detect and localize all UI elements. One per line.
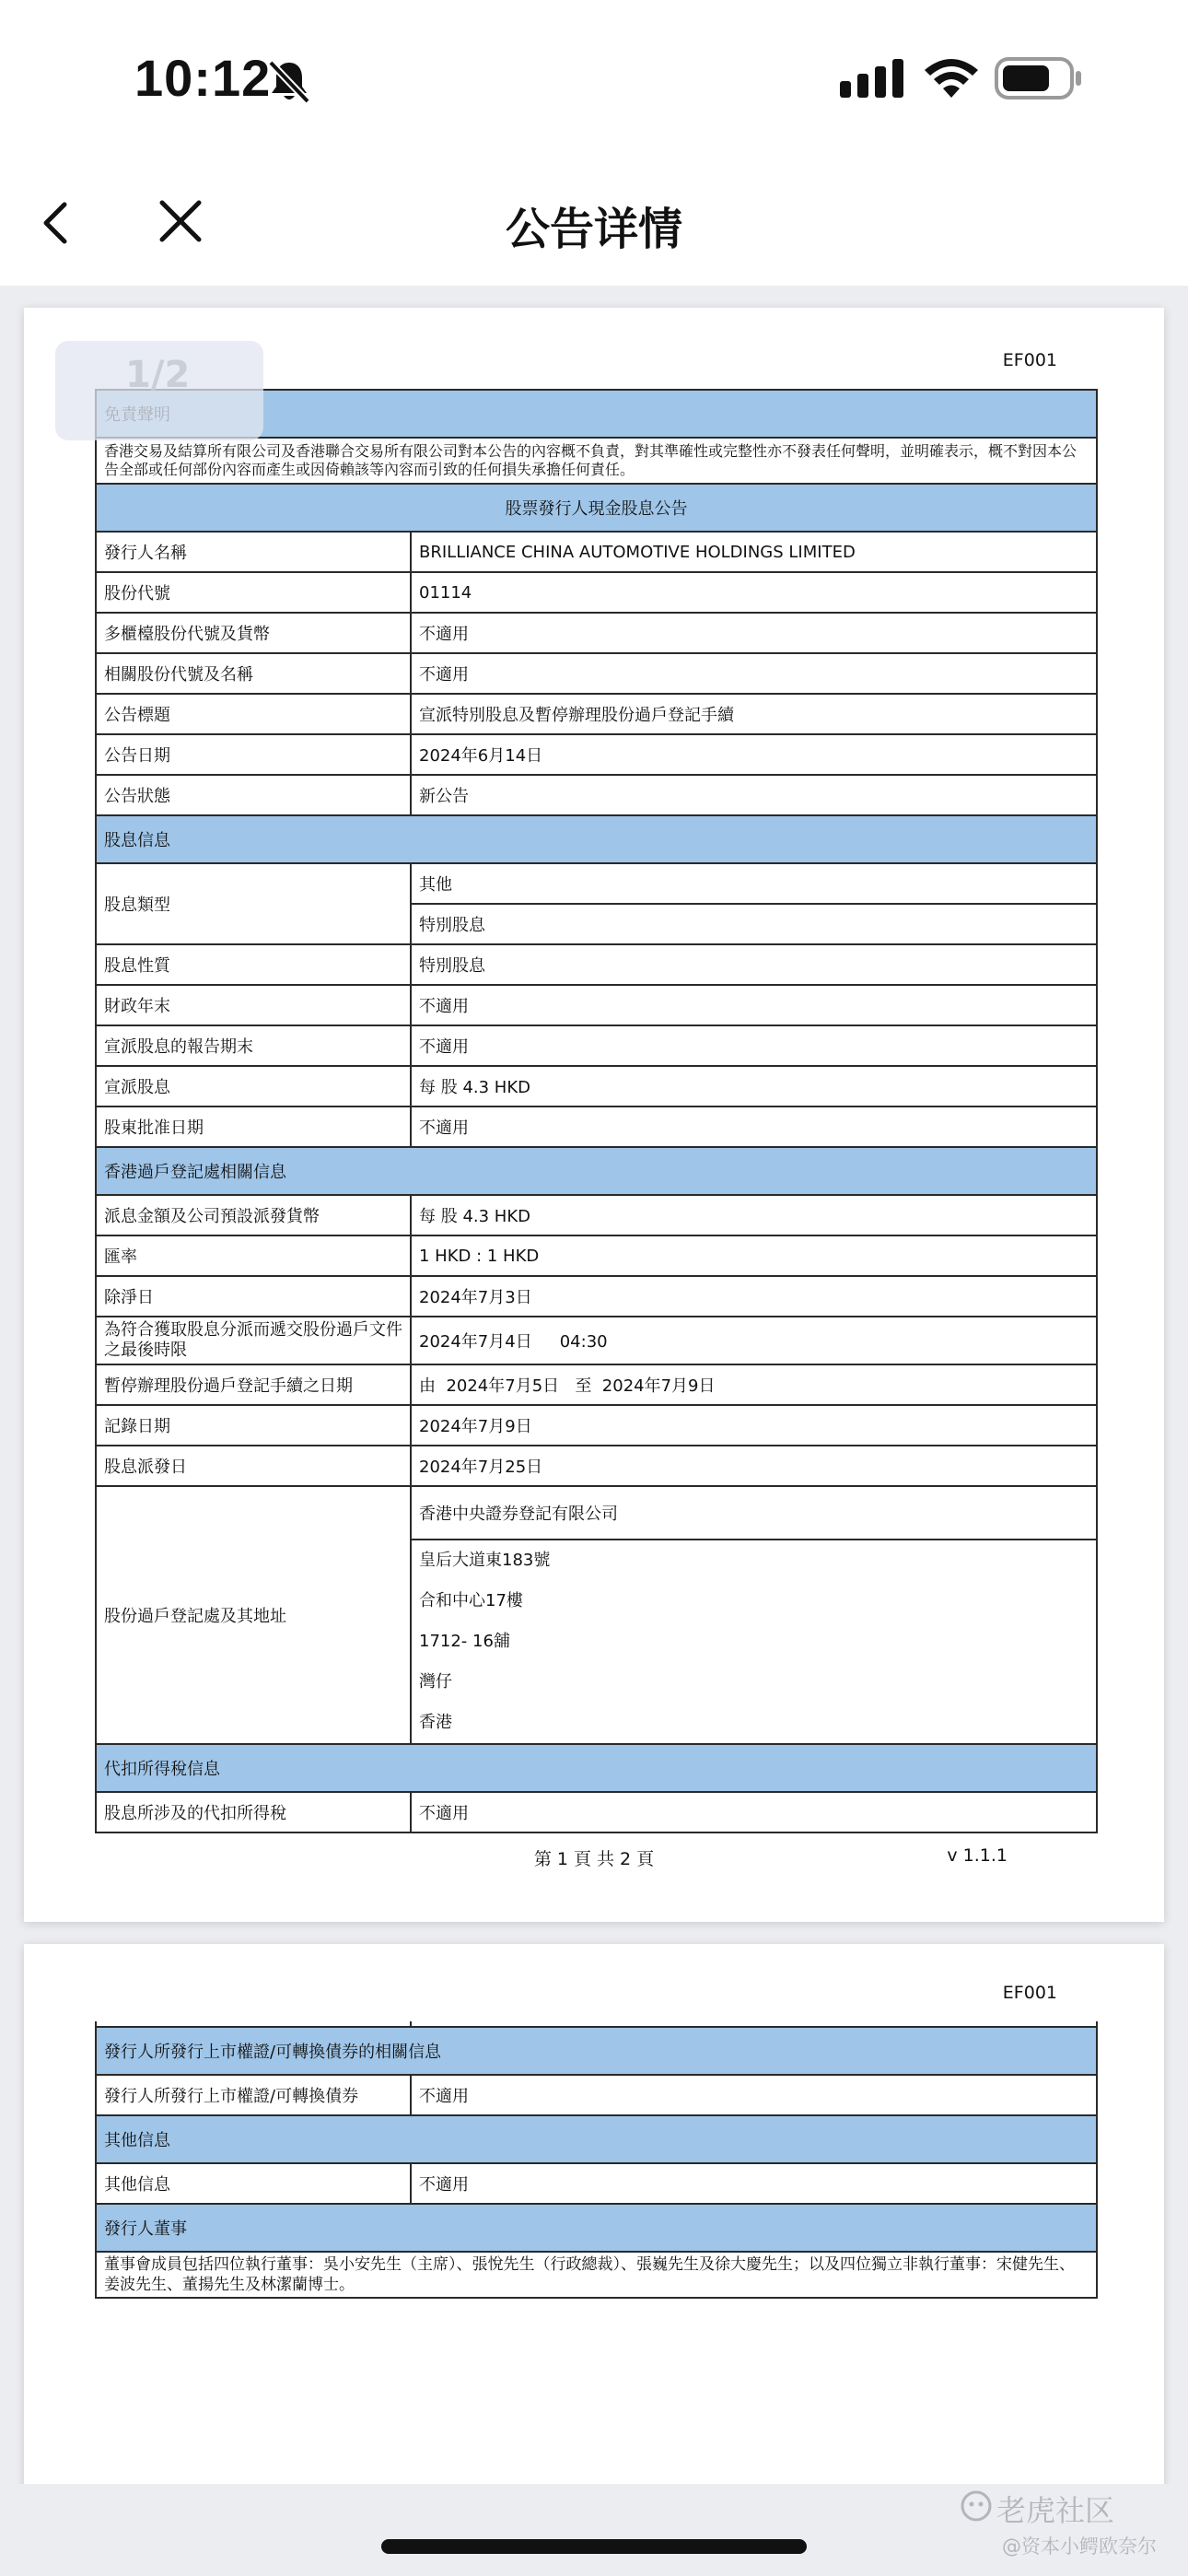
field-value: 不適用	[411, 2075, 1097, 2115]
section-heading: 其他信息	[96, 2115, 1097, 2163]
field-value: 每 股 4.3 HKD	[411, 1195, 1097, 1235]
announcement-form-table-2	[95, 2021, 1098, 2299]
table-row	[96, 985, 1097, 1025]
field-value: 特別股息	[411, 944, 1097, 985]
field-value: 2024年7月3日	[411, 1276, 1097, 1317]
field-value: 宣派特別股息及暫停辦理股份過戶登記手續	[411, 694, 1097, 734]
section-registrar	[96, 1147, 1097, 1195]
field-value: 2024年7月25日	[411, 1446, 1097, 1486]
table-row	[96, 613, 1097, 653]
bell-muted-icon	[267, 59, 311, 105]
field-value: 1 HKD : 1 HKD	[411, 1235, 1097, 1276]
closure-to-word: 至	[575, 1376, 592, 1396]
field-value: 新公告	[411, 775, 1097, 815]
section-heading: 發行人所發行上市權證/可轉換債券的相關信息	[96, 2027, 1097, 2075]
announcement-form-table	[95, 389, 1098, 1833]
table-row	[96, 1235, 1097, 1276]
field-label: 暫停辦理股份過戶登記手續之日期	[96, 1364, 411, 1405]
section-dividend	[96, 815, 1097, 863]
field-value: 其他	[411, 863, 1097, 904]
address-line: 皇后大道東183號	[419, 1551, 551, 1570]
status-bar	[0, 0, 1188, 157]
field-value: 不適用	[411, 1792, 1097, 1832]
field-label: 股息性質	[96, 944, 411, 985]
watermark-user: @资本小鳄欧奈尔	[1002, 2535, 1157, 2558]
field-label: 股息類型	[96, 863, 411, 944]
table-row	[96, 1792, 1097, 1832]
section-warrants	[96, 2027, 1097, 2075]
closure-to-date: 2024年7月9日	[601, 1376, 716, 1396]
home-indicator[interactable]	[381, 2539, 807, 2554]
page-title: 公告详情	[505, 204, 682, 255]
closure-from-date: 2024年7月5日	[446, 1376, 560, 1396]
field-label: 股息所涉及的代扣所得稅	[96, 1792, 411, 1832]
table-row	[96, 694, 1097, 734]
form-version: v 1.1.1	[947, 1845, 1007, 1866]
field-value	[411, 1364, 1097, 1405]
field-label: 派息金額及公司預設派發貨幣	[96, 1195, 411, 1235]
table-row	[96, 775, 1097, 815]
field-label: 宣派股息	[96, 1066, 411, 1107]
navigation-bar	[0, 157, 1188, 286]
field-value: 2024年7月9日	[411, 1405, 1097, 1446]
field-value: 不適用	[411, 985, 1097, 1025]
address-line: 合和中心17樓	[419, 1591, 523, 1610]
field-value: 特別股息	[411, 904, 1097, 944]
table-row	[96, 1317, 1097, 1364]
table-row	[96, 1107, 1097, 1147]
field-value: 不適用	[411, 1107, 1097, 1147]
field-label: 股東批准日期	[96, 1107, 411, 1147]
section-withholding	[96, 1744, 1097, 1792]
field-label: 相關股份代號及名稱	[96, 653, 411, 694]
deadline-time: 04:30	[559, 1332, 608, 1352]
section-heading: 股息信息	[96, 815, 1097, 863]
field-label: 股息派發日	[96, 1446, 411, 1486]
field-label: 股份代號	[96, 572, 411, 613]
section-other	[96, 2115, 1097, 2163]
field-label: 除淨日	[96, 1276, 411, 1317]
table-row	[96, 1195, 1097, 1235]
status-time: 10:12	[134, 49, 272, 107]
field-value: 2024年6月14日	[411, 734, 1097, 775]
field-label: 其他信息	[96, 2163, 411, 2204]
document-page-2	[24, 1944, 1164, 2484]
page-number: 第 1 頁 共 2 頁	[533, 1849, 655, 1869]
field-label: 股份過戶登記處及其地址	[96, 1486, 411, 1744]
field-label: 公告日期	[96, 734, 411, 775]
form-code: EF001	[1002, 350, 1057, 370]
battery-icon	[995, 57, 1083, 100]
table-row	[96, 734, 1097, 775]
field-label: 多櫃檯股份代號及貨幣	[96, 613, 411, 653]
field-label: 公告標題	[96, 694, 411, 734]
field-value: 01114	[411, 572, 1097, 613]
watermark-brand: 老虎社区	[996, 2493, 1115, 2528]
table-row	[96, 532, 1097, 572]
page-indicator-badge	[55, 341, 263, 440]
table-row	[96, 1486, 1097, 1540]
disclaimer-text: 香港交易及結算所有限公司及香港聯合交易所有限公司對本公告的內容概不負責，對其準確性或完整性亦不發表任何聲明，並明確表示，概不對因本公告全部或任何部份內容而產生或因倚賴該等內容而引致的任何損失承擔任何責任。	[96, 438, 1097, 484]
table-row	[96, 1364, 1097, 1405]
table-row	[96, 1276, 1097, 1317]
document-viewer[interactable]	[0, 286, 1188, 2484]
field-value: BRILLIANCE CHINA AUTOMOTIVE HOLDINGS LIMITED	[411, 532, 1097, 572]
field-label: 財政年末	[96, 985, 411, 1025]
field-value: 不適用	[411, 1025, 1097, 1066]
field-label: 為符合獲取股息分派而遞交股份過戶文件之最後時限	[96, 1317, 411, 1364]
section-heading: 發行人董事	[96, 2204, 1097, 2252]
tiger-community-logo-icon	[958, 2489, 995, 2523]
field-label: 發行人所發行上市權證/可轉換債券	[96, 2075, 411, 2115]
field-label: 匯率	[96, 1235, 411, 1276]
field-label: 記錄日期	[96, 1405, 411, 1446]
address-line: 香港	[419, 1713, 452, 1732]
table-row	[96, 572, 1097, 613]
field-value: 每 股 4.3 HKD	[411, 1066, 1097, 1107]
table-row	[96, 1066, 1097, 1107]
transfer-agent-address	[411, 1540, 1097, 1744]
field-value: 不適用	[411, 2163, 1097, 2204]
section-directors	[96, 2204, 1097, 2252]
table-row	[96, 944, 1097, 985]
field-label: 公告狀態	[96, 775, 411, 815]
address-line: 灣仔	[419, 1672, 452, 1692]
form-title: 股票發行人現金股息公告	[96, 484, 1097, 532]
cellular-signal-icon	[840, 59, 904, 98]
deadline-date: 2024年7月4日	[419, 1332, 532, 1352]
section-heading: 香港過戶登記處相關信息	[96, 1147, 1097, 1195]
field-value: 不適用	[411, 653, 1097, 694]
table-row	[96, 2252, 1097, 2298]
field-label: 宣派股息的報告期末	[96, 1025, 411, 1066]
address-line: 1712- 16舖	[419, 1632, 510, 1651]
document-page-1	[24, 308, 1164, 1922]
directors-text: 董事會成員包括四位執行董事：吳小安先生（主席）、張悅先生（行政總裁）、張巍先生及徐大慶先生；以及四位獨立非執行董事：宋健先生、姜波先生、董揚先生及林潔蘭博士。	[96, 2252, 1097, 2298]
field-label: 發行人名稱	[96, 532, 411, 572]
field-value: 香港中央證券登記有限公司	[411, 1486, 1097, 1540]
table-row	[96, 1025, 1097, 1066]
table-row	[96, 2163, 1097, 2204]
section-heading: 代扣所得稅信息	[96, 1744, 1097, 1792]
table-row	[96, 1405, 1097, 1446]
form-code: EF001	[1002, 1983, 1057, 2003]
table-row	[96, 863, 1097, 904]
page-indicator-text: 1/2	[125, 354, 191, 396]
table-row	[96, 653, 1097, 694]
closure-from-word: 由	[419, 1376, 436, 1396]
wifi-icon	[923, 57, 980, 100]
field-value: 不適用	[411, 613, 1097, 653]
table-row	[96, 2075, 1097, 2115]
table-row	[96, 1446, 1097, 1486]
field-value	[411, 1317, 1097, 1364]
